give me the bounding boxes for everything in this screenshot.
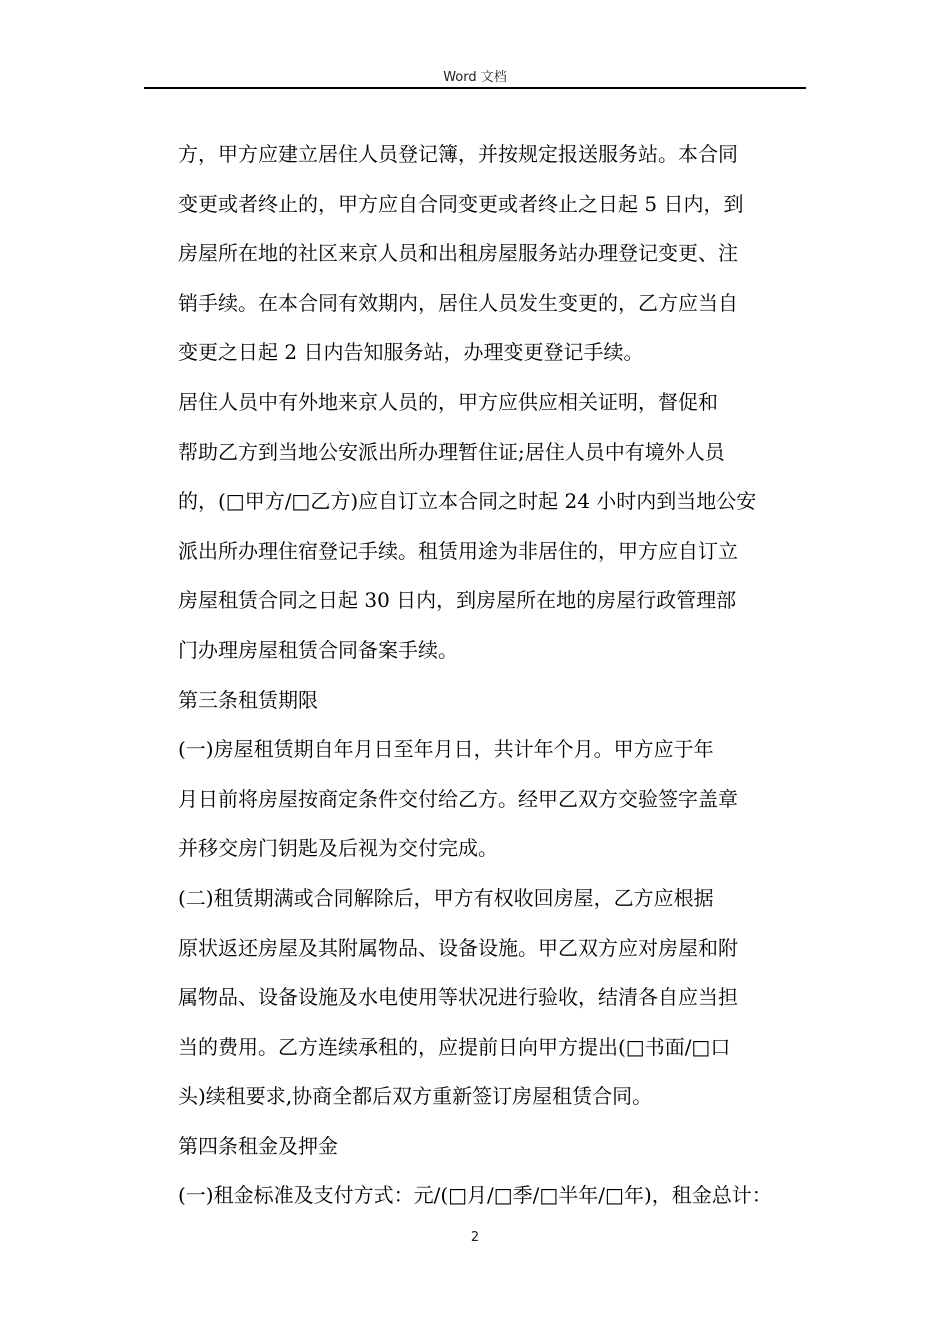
text-line: 属物品、设备设施及水电使用等状况进行验收，结清各自应当担 <box>178 985 738 1010</box>
text-line: 原状返还房屋及其附属物品、设备设施。甲乙双方应对房屋和附 <box>178 935 738 960</box>
text-line: 并移交房门钥匙及后视为交付完成。 <box>178 836 498 861</box>
section-heading: 第四条租金及押金 <box>178 1133 338 1158</box>
text-line: 销手续。在本合同有效期内，居住人员发生变更的，乙方应当自 <box>178 290 738 315</box>
header-divider <box>144 87 806 89</box>
text-line: (一)房屋租赁期自年月日至年月日，共计年个月。甲方应于年 <box>178 737 714 762</box>
text-line: 变更或者终止的，甲方应自合同变更或者终止之日起 5 日内，到 <box>178 191 744 216</box>
text-line: 派出所办理住宿登记手续。租赁用途为非居住的，甲方应自订立 <box>178 538 738 563</box>
text-line: 月日前将房屋按商定条件交付给乙方。经甲乙双方交验签字盖章 <box>178 786 738 811</box>
page-header: Word 文档 <box>443 70 507 85</box>
text-line: 方，甲方应建立居住人员登记簿，并按规定报送服务站。本合同 <box>178 142 738 166</box>
text-line: (一)租金标准及支付方式：元/(□月/□季/□半年/□年)，租金总计： <box>178 1183 772 1208</box>
page-number: 2 <box>470 1230 480 1245</box>
text-line: 的，(□甲方/□乙方)应自订立本合同之时起 24 小时内到当地公安 <box>178 489 757 514</box>
text-line: 当的费用。乙方连续承租的，应提前日向甲方提出(□书面/□口 <box>178 1034 731 1059</box>
text-line: 门办理房屋租赁合同备案手续。 <box>178 637 458 662</box>
text-line: 帮助乙方到当地公安派出所办理暂住证;居住人员中有境外人员 <box>178 439 725 464</box>
text-line: 变更之日起 2 日内告知服务站，办理变更登记手续。 <box>178 340 644 365</box>
text-line: 头)续租要求,协商全都后双方重新签订房屋租赁合同。 <box>178 1084 653 1109</box>
text-line: 房屋所在地的社区来京人员和出租房屋服务站办理登记变更、注 <box>178 241 738 266</box>
section-heading: 第三条租赁期限 <box>178 687 318 712</box>
text-line: 居住人员中有外地来京人员的，甲方应供应相关证明，督促和 <box>178 389 718 414</box>
document-body <box>178 130 804 1221</box>
text-line: (二)租赁期满或合同解除后，甲方有权收回房屋，乙方应根据 <box>178 885 714 910</box>
text-line: 房屋租赁合同之日起 30 日内，到房屋所在地的房屋行政管理部 <box>178 588 737 613</box>
